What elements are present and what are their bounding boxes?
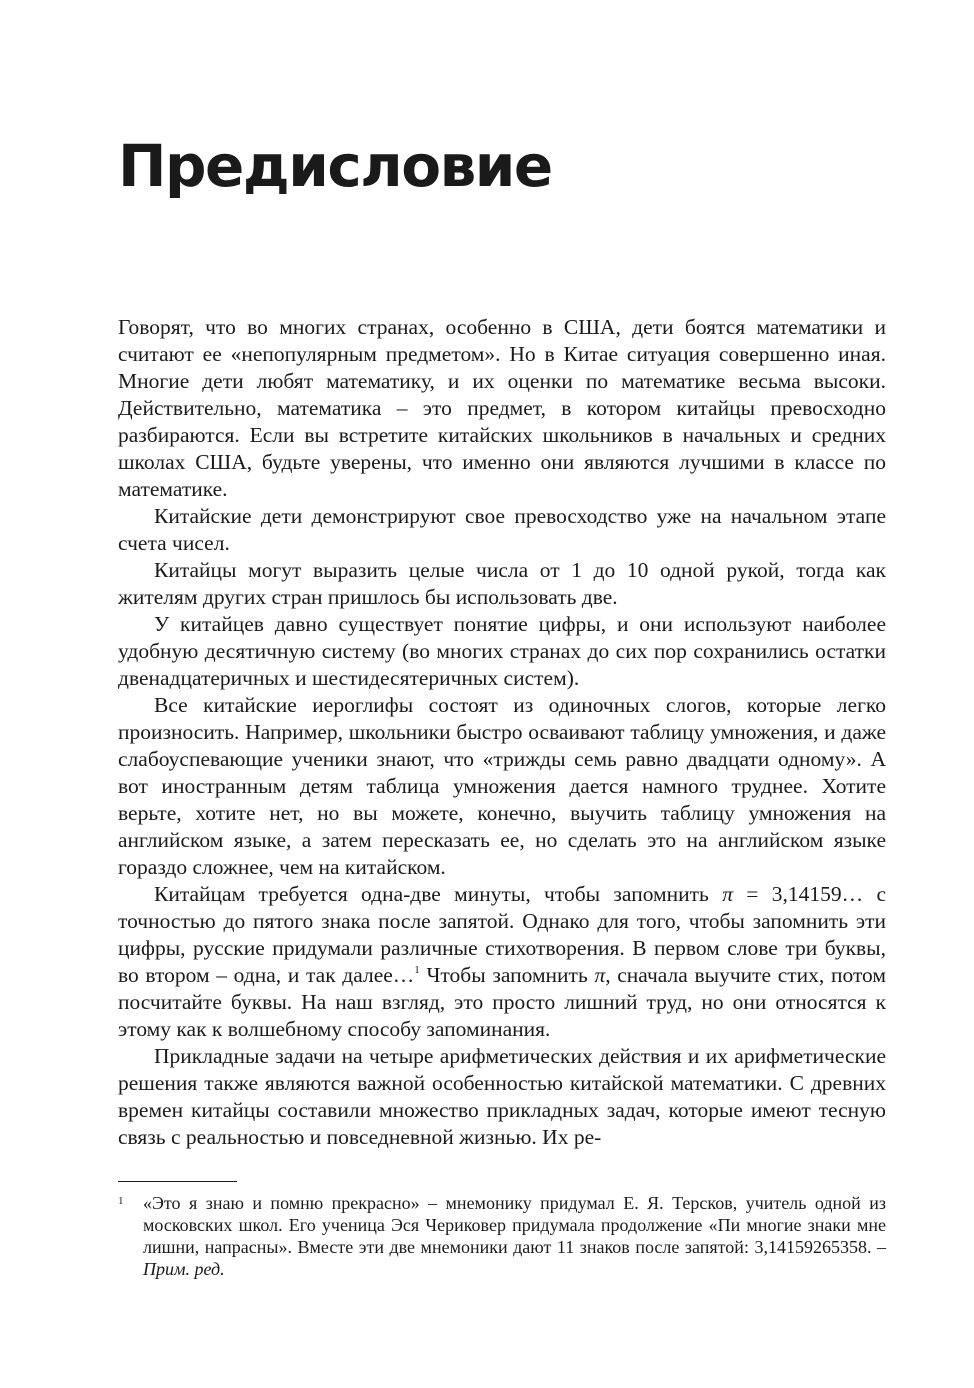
footnote-number: 1 xyxy=(118,1195,124,1207)
paragraph-6-part-a: Китайцам требуется одна-две минуты, чтобы запомнить xyxy=(154,882,723,906)
pi-symbol: π xyxy=(594,963,606,987)
paragraph-6-part-d: , сначала выучите стих, потом посчитайте буквы. На наш взгляд, это просто лишний труд, но они относятся к этому как к волшебному способу запоминания. xyxy=(118,963,886,1041)
paragraph-3: Китайцы могут выразить целые числа от 1 до 10 одной рукой, тогда как жителям других стран пришлось бы использовать две. xyxy=(118,558,886,609)
paragraph-6 xyxy=(118,881,886,1043)
footnote xyxy=(118,1192,886,1280)
paragraph-1: Говорят, что во многих странах, особенно в США, дети боятся математики и считают ее «непопулярным предметом». Но в Китае ситуация совершенно иная. Многие дети любят математику, и их оценки по математике весьма высоки. Действительно, математика – это предмет, в котором китайцы превосходно разбираются. Если вы встретите китайских школьников в начальных и средних школах США, будьте уверены, что именно они являются лучшими в классе по математике. xyxy=(118,315,886,501)
paragraph-5: Все китайские иероглифы состоят из одиночных слогов, которые легко произносить. Например, школьники быстро осваивают таблицу умножения, и даже слабоуспевающие ученики знают, что «трижды семь равно двадцати одному». А вот иностранным детям таблица умножения дается намного труднее. Хотите верьте, хотите нет, но вы можете, конечно, выучить таблицу умножения на английском языке, а затем пересказать ее, но сделать это на английском языке гораздо сложнее, чем на китайском. xyxy=(118,693,886,879)
page-title: Предисловие xyxy=(118,132,552,200)
body-text xyxy=(118,314,886,1151)
footnote-body xyxy=(143,1192,886,1280)
paragraph-7: Прикладные задачи на четыре арифметических действия и их арифметические решения также являются важной особенностью китайской математики. С древних времен китайцы составили множество прикладных задач, которые имеют тесную связь с реальностью и повседневной жизнью. Их ре- xyxy=(118,1044,886,1149)
paragraph-6-part-b: = 3,14159… с точностью до пятого знака после запятой. Однако для того, чтобы запомнить эти цифры, русские придумали различные стихотворения. В первом слове три буквы, во втором – одна, и так далее… xyxy=(118,882,886,987)
editor-note: Прим. ред. xyxy=(143,1259,225,1279)
paragraph-4: У китайцев давно существует понятие цифры, и они используют наиболее удобную десятичную систему (во многих странах до сих пор сохранились остатки двенадцатеричных и шестидесятеричных систем). xyxy=(118,612,886,690)
footnote-divider xyxy=(118,1181,237,1182)
paragraph-6-part-c: Чтобы запомнить xyxy=(419,963,595,987)
pi-symbol: π xyxy=(722,882,733,906)
footnote-reference[interactable]: 1 xyxy=(414,964,420,976)
footnote-text: «Это я знаю и помню прекрасно» – мнемонику придумал Е. Я. Терсков, учитель одной из московских школ. Его ученица Эся Чериковер придумала продолжение «Пи многие знаки мне лишни, напрасны». Вместе эти две мнемоники дают 11 знаков после запятой: 3,14159265358. – xyxy=(143,1193,886,1257)
paragraph-2: Китайские дети демонстрируют свое превосходство уже на начальном этапе счета чисел. xyxy=(118,504,886,555)
